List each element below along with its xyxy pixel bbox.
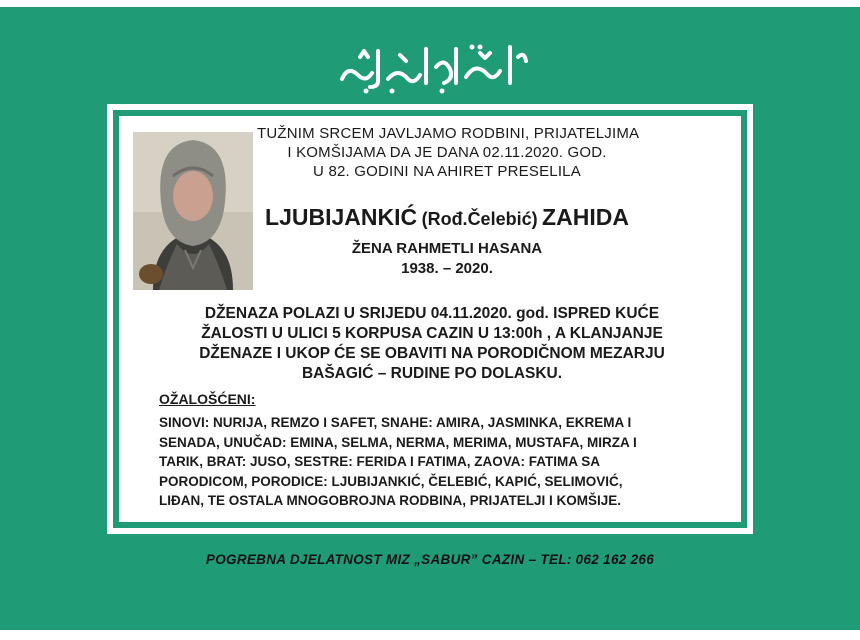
funeral-line: ŽALOSTI U ULICI 5 KORPUSA CAZIN U 13:00h , A KLANJANJE [201, 325, 663, 342]
deceased-photo [133, 132, 253, 290]
life-years: 1938. – 2020. [401, 260, 493, 277]
mourners-line: PORODICOM, PORODICE: LJUBIJANKIĆ, ČELEBIĆ, KAPIĆ, SELIMOVIĆ, [159, 473, 623, 489]
surname: LJUBIJANKIĆ [265, 204, 418, 230]
mourners-line: LIĐAN, TE OSTALA MNOGOBROJNA RODBINA, PRIJATELJI I KOMŠIJE. [159, 493, 622, 508]
intro-text [257, 124, 640, 181]
mourners-line: SINOVI: NURIJA, REMZO I SAFET, SNAHE: AMIRA, JASMINKA, EKREMA I [159, 415, 632, 430]
mourners-heading: OŽALOŠĆENI: [159, 391, 256, 407]
funeral-line: DŽENAZE I UKOP ĆE SE OBAVITI NA PORODIČNOM MEZARJU [199, 345, 665, 362]
intro-line: U 82. GODINI NA AHIRET PRESELILA [313, 163, 581, 180]
maiden-name: (Rođ.Čelebić) [421, 209, 538, 229]
spouse-line: ŽENA RAHMETLI HASANA [351, 240, 543, 257]
deceased-name [257, 204, 637, 231]
mourners-line: TARIK, BRAT: JUSO, SESTRE: FERIDA I FATIMA, ZAOVA: FATIMA SA [159, 454, 600, 469]
mourners-line: SENADA, UNUČAD: EMINA, SELMA, NERMA, MERIMA, MUSTAFA, MIRZA I [159, 434, 637, 450]
funeral-line: BAŠAGIĆ – RUDINE PO DOLASKU. [301, 365, 563, 382]
notice-panel [107, 104, 753, 534]
funeral-details [137, 304, 727, 384]
mourners-list [159, 413, 719, 511]
funeral-home-footer: POGREBNA DJELATNOST MIZ „SABUR” CAZIN – TEL: 062 162 266 [205, 552, 655, 567]
first-name: ZAHIDA [542, 204, 629, 230]
funeral-line: DŽENAZA POLAZI U SRIJEDU 04.11.2020. god. ISPRED KUĆE [204, 305, 660, 322]
intro-line: TUŽNIM SRCEM JAVLJAMO RODBINI, PRIJATELJIMA [257, 125, 640, 142]
arabic-calligraphy [330, 27, 530, 107]
intro-line: I KOMŠIJAMA DA JE DANA 02.11.2020. GOD. [287, 144, 607, 161]
